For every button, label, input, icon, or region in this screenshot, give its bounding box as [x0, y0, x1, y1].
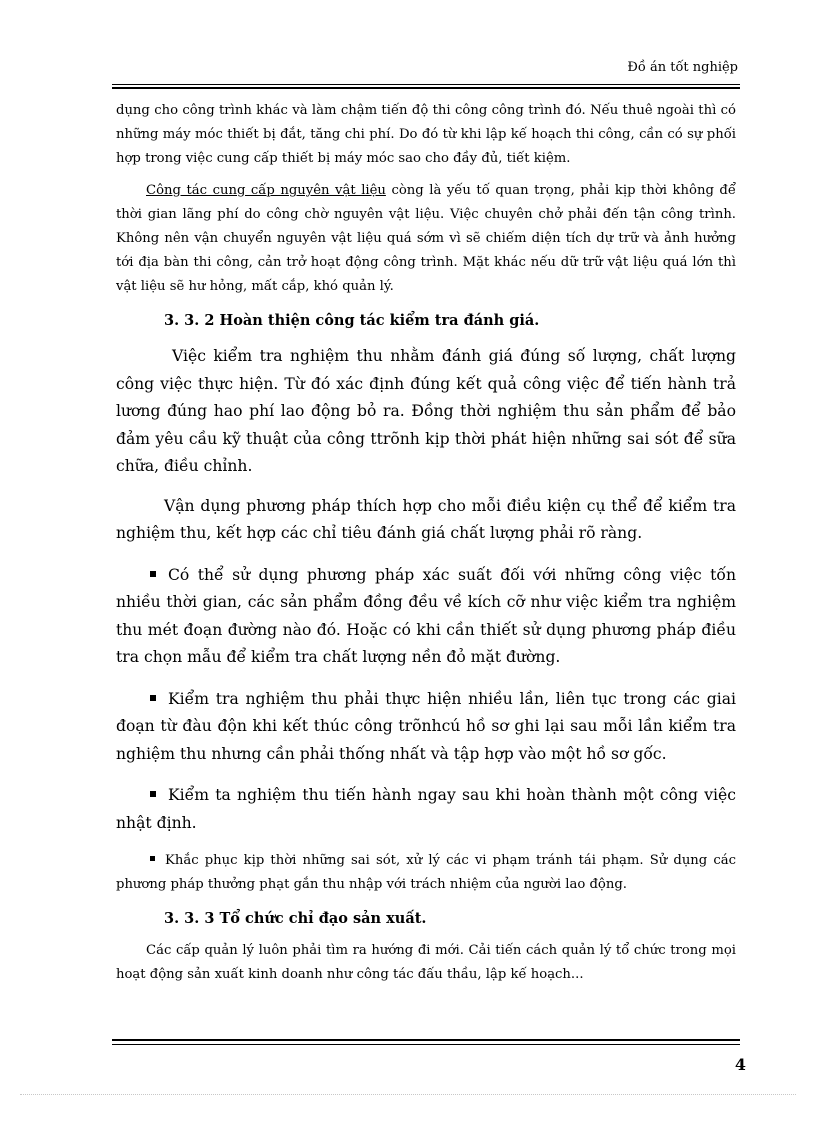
header-rule	[112, 84, 740, 85]
paragraph-4: Vận dụng phương pháp thích hợp cho mỗi điều kiện cụ thể để kiểm tra nghiệm thu, kết hợp các chỉ tiêu đánh giá chất lượng phải rõ ràng.	[116, 496, 736, 542]
paragraph-5: Các cấp quản lý luôn phải tìm ra hướng đi mới. Cải tiến cách quản lý tổ chức trong mọi hoạt động sản xuất kinh doanh như công tác đấu thầu, lập kế hoạch...	[116, 943, 736, 982]
bullet-text: Có thể sử dụng phương pháp xác suất đối với những công việc tốn nhiều thời gian, các sản phẩm đồng đều về kích cỡ như việc kiểm tra nghiệm thu mét đoạn đường nào đó. Hoặc có khi cần thiết sử dụng phương pháp điều tra chọn mẫu để kiểm tra chất lượng nền đỏ mặt đường.	[116, 565, 736, 666]
header-title: Đồ án tốt nghiệp	[627, 60, 738, 75]
bullet-item	[116, 849, 736, 897]
section-heading-3-3-3: 3. 3. 3 Tổ chức chỉ đạo sản xuất.	[164, 910, 427, 927]
bullet-square-icon	[150, 571, 156, 577]
bullet-item	[116, 562, 736, 672]
header-rule-thick	[112, 87, 740, 89]
bullet-item	[116, 686, 736, 769]
bullet-text: Kiểm tra nghiệm thu phải thực hiện nhiều lần, liên tục trong các giai đoạn từ đàu độn khi kết thúc công trõnhcú hồ sơ ghi lại sau mỗi lần kiểm tra nghiệm thu nhưng cần phải thống nhất và tập hợp vào một hồ sơ gốc.	[116, 689, 736, 763]
page-number: 4	[734, 1055, 746, 1074]
section-heading-3-3-2: 3. 3. 2 Hoàn thiện công tác kiểm tra đánh giá.	[164, 312, 540, 329]
bullet-square-icon	[150, 695, 156, 701]
bullet-item	[116, 782, 736, 837]
bullet-text: Khắc phục kịp thời những sai sót, xử lý các vi phạm tránh tái phạm. Sử dụng các phương pháp thưởng phạt gắn thu nhập với trách nhiệm của người lao động.	[116, 853, 736, 892]
paragraph-1: dụng cho công trình khác và làm chậm tiến độ thi công công trình đó. Nếu thuê ngoài thì có những máy móc thiết bị đắt, tăng chi phí. Do đó từ khi lập kế hoạch thi công, cần có sự phối hợp trong việc cung cấp thiết bị máy móc sao cho đầy đủ, tiết kiệm.	[116, 103, 736, 166]
bullet-square-icon	[150, 856, 155, 861]
bullet-square-icon	[150, 791, 156, 797]
page-edge-dotted-line	[20, 1094, 796, 1095]
bullet-text: Kiểm ta nghiệm thu tiến hành ngay sau khi hoàn thành một công việc nhật định.	[116, 786, 736, 832]
footer-rule-thick	[112, 1039, 740, 1041]
paragraph-2-underlined: Công tác cung cấp nguyên vật liệu	[146, 183, 386, 198]
paragraph-3: Việc kiểm tra nghiệm thu nhằm đánh giá đúng số lượng, chất lượng công việc thực hiện. Từ đó xác định đúng kết quả công việc để tiến hành trả lương đúng hao phí lao động bỏ ra. Đồng thời nghiệm thu sản phẩm để bảo đảm yêu cầu kỹ thuật của công ttrõnh kịp thời phát hiện những sai sót để sữa chữa, điều chỉnh.	[116, 347, 736, 475]
paragraph-2	[116, 179, 736, 299]
footer-rule	[112, 1044, 740, 1045]
paragraph-2-rest: còng là yếu tố quan trọng, phải kịp thời không để thời gian lãng phí do công chờ nguyên vật liệu. Việc chuyên chở phải đến tận công trình. Không nên vận chuyển nguyên vật liệu quá sớm vì sẽ chiếm diện tích dự trữ và ảnh hưởng tới địa bàn thi công, cản trở hoạt động công trình. Mặt khác nếu dữ trữ vật liệu quá lớn thì vật liệu sẽ hư hỏng, mất cắp, khó quản lý.	[116, 183, 736, 294]
document-body	[116, 99, 736, 987]
